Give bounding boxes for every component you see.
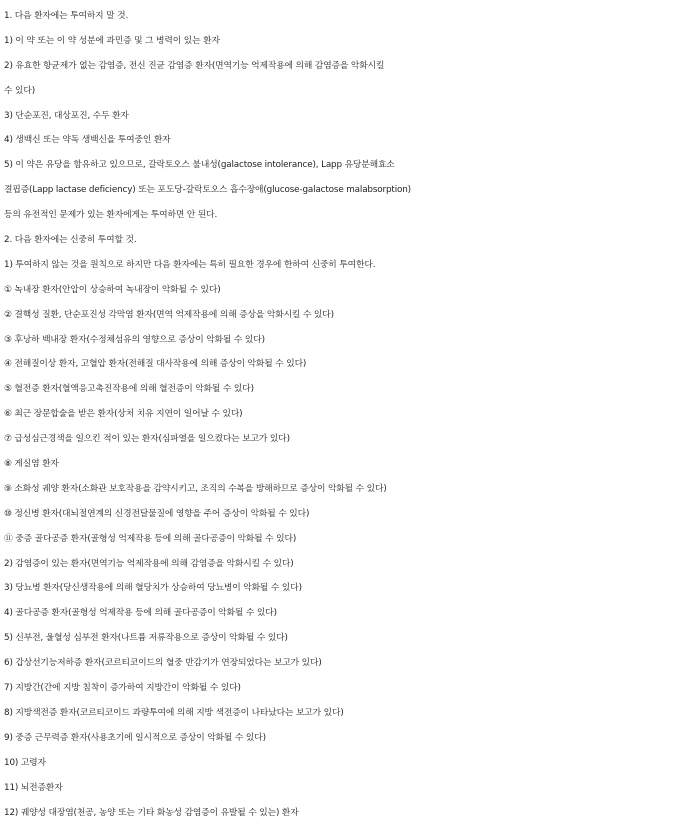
sub-list-item: ⑪ 중증 골다공증 환자(골형성 억제작용 등에 의해 골다공증이 악화될 수 있다): [4, 533, 297, 544]
list-item-continuation: 결핍증(Lapp lactase deficiency) 또는 포도당-갈락토오스 흡수장애(glucose-galactose malabsorption): [4, 185, 411, 196]
list-item: 4) 생백신 또는 약독 생백신을 투여중인 환자: [4, 135, 171, 146]
list-item: 3) 단순포진, 대상포진, 수두 환자: [4, 110, 129, 121]
list-item: 3) 당뇨병 환자(당신생작용에 의해 혈당치가 상승하여 당뇨병이 악화될 수 있다): [4, 583, 302, 594]
list-item: 1) 이 약 또는 이 약 성분에 과민증 및 그 병력이 있는 환자: [4, 35, 220, 46]
list-item: 7) 지방간(간에 지방 침착이 증가하여 지방간이 악화될 수 있다): [4, 683, 241, 694]
list-item: 6) 갑상선기능저하증 환자(코르티코이드의 혈중 반감기가 연장되었다는 보고가 있다): [4, 658, 322, 669]
list-item-continuation: 수 있다): [4, 85, 35, 96]
sub-list-item: ⑤ 혈전증 환자(혈액응고촉진작용에 의해 혈전증이 악화될 수 있다): [4, 384, 254, 395]
list-item: 5) 신부전, 울혈성 심부전 환자(나트륨 저류작용으로 증상이 악화될 수 있다): [4, 633, 288, 644]
list-item: 12) 궤양성 대장염(천공, 농양 또는 기타 화농성 감염증이 유발될 수 있는) 환자: [4, 807, 299, 818]
list-item: 8) 지방색전증 환자(코르티코이드 과량투여에 의해 지방 색전증이 나타났다는 보고가 있다): [4, 707, 344, 718]
sub-list-item: ⑥ 최근 장문합술을 받은 환자(상처 치유 지연이 일어날 수 있다): [4, 409, 243, 420]
sub-list-item: ⑧ 게실염 환자: [4, 459, 59, 470]
list-item: 10) 고령자: [4, 757, 46, 768]
sub-list-item: ⑩ 정신병 환자(대뇌절연계의 신경전달물질에 영향을 주어 증상이 악화될 수 있다): [4, 508, 310, 519]
section-heading-contraindications: 1. 다음 환자에는 투여하지 말 것.: [4, 11, 129, 21]
list-item: 2) 감염증이 있는 환자(면역기능 억제작용에 의해 감염증을 악화시킬 수 있다): [4, 558, 294, 569]
list-item-continuation: 등의 유전적인 문제가 있는 환자에게는 투여하면 안 된다.: [4, 210, 218, 221]
sub-list-item: ① 녹내장 환자(안압이 상승하여 녹내장이 악화될 수 있다): [4, 284, 221, 295]
sub-list-item: ③ 후낭하 백내장 환자(수정체섬유의 영향으로 증상이 악화될 수 있다): [4, 334, 265, 345]
section-heading-cautions: 2. 다음 환자에는 신중히 투여할 것.: [4, 235, 137, 246]
sub-list-item: ④ 전해질이상 환자, 고혈압 환자(전해질 대사작용에 의해 증상이 악화될 수 있다): [4, 359, 307, 370]
list-item: 1) 투여하지 않는 것을 원칙으로 하지만 다음 환자에는 특히 필요한 경우에 한하여 신중히 투여한다.: [4, 259, 376, 270]
list-item: 5) 이 약은 유당을 함유하고 있으므로, 갈락토오스 불내성(galactose intolerance), Lapp 유당분해효소: [4, 160, 395, 171]
sub-list-item: ② 결핵성 질환, 단순포진성 각막염 환자(면역 억제작용에 의해 증상을 악화시킬 수 있다): [4, 309, 334, 320]
sub-list-item: ⑦ 급성심근경색을 일으킨 적이 있는 환자(심파열을 일으켰다는 보고가 있다): [4, 434, 290, 445]
sub-list-item: ⑨ 소화성 궤양 환자(소화관 보호작용을 감약시키고, 조직의 수복을 방해하므로 증상이 악화될 수 있다): [4, 483, 387, 494]
list-item: 4) 골다공증 환자(골형성 억제작용 등에 의해 골다공증이 악화될 수 있다): [4, 608, 277, 619]
list-item: 2) 유효한 항균제가 없는 감염증, 전신 진균 감염증 환자(면역기능 억제작용에 의해 감염증을 악화시킬: [4, 60, 385, 71]
list-item: 9) 중증 근무력증 환자(사용초기에 일시적으로 증상이 악화될 수 있다): [4, 732, 266, 743]
list-item: 11) 뇌전증환자: [4, 782, 63, 793]
